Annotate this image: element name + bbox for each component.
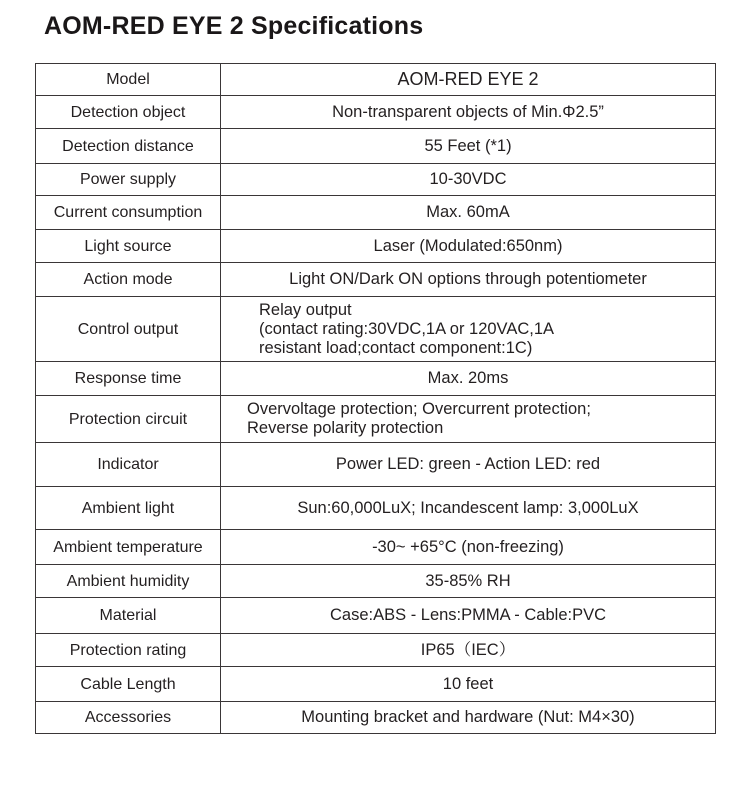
spec-label: Ambient temperature [36,530,221,565]
spec-label: Material [36,598,221,634]
spec-value: 10-30VDC [221,164,716,196]
spec-label: Ambient light [36,487,221,530]
spec-value-line: (contact rating:30VDC,1A or 120VAC,1A [259,319,555,338]
specifications-table [35,63,716,734]
spec-label: Model [36,64,221,96]
spec-value: 35-85% RH [221,565,716,598]
spec-label: Accessories [36,702,221,734]
spec-value: Max. 20ms [221,362,716,396]
protection-circuit-text [247,400,591,438]
spec-label: Protection rating [36,634,221,667]
spec-label: Control output [36,297,221,362]
spec-value: Max. 60mA [221,196,716,230]
spec-label: Current consumption [36,196,221,230]
spec-label: Detection distance [36,129,221,164]
table-row [36,96,716,129]
table-row [36,64,716,96]
page-title: AOM-RED EYE 2 Specifications [44,12,424,40]
spec-value: Power LED: green - Action LED: red [221,443,716,487]
spec-value [221,297,716,362]
spec-label: Indicator [36,443,221,487]
table-row [36,297,716,362]
spec-value-line: resistant load;contact component:1C) [259,338,533,357]
table-row [36,565,716,598]
table-row [36,263,716,297]
spec-value: Laser (Modulated:650nm) [221,230,716,263]
spec-label: Power supply [36,164,221,196]
spec-label: Response time [36,362,221,396]
table-row [36,129,716,164]
table-row [36,362,716,396]
table-row [36,164,716,196]
table-row [36,530,716,565]
spec-label: Protection circuit [36,396,221,443]
spec-value: 55 Feet (*1) [221,129,716,164]
spec-value-line: Relay output [259,300,352,319]
table-row [36,396,716,443]
spec-value: 10 feet [221,667,716,702]
spec-value: Case:ABS - Lens:PMMA - Cable:PVC [221,598,716,634]
table-row [36,487,716,530]
table-row [36,702,716,734]
spec-value-line: Reverse polarity protection [247,419,444,437]
spec-value: -30~ +65°C (non-freezing) [221,530,716,565]
table-row [36,598,716,634]
table-row [36,443,716,487]
spec-value: AOM-RED EYE 2 [221,64,716,96]
spec-label: Cable Length [36,667,221,702]
table-row [36,196,716,230]
spec-value: Sun:60,000LuX; Incandescent lamp: 3,000LuX [221,487,716,530]
spec-value: Mounting bracket and hardware (Nut: M4×30) [221,702,716,734]
spec-value-line: Overvoltage protection; Overcurrent protection; [247,400,591,418]
spec-label: Ambient humidity [36,565,221,598]
spec-label: Light source [36,230,221,263]
table-row [36,230,716,263]
spec-label: Action mode [36,263,221,297]
spec-value: IP65（IEC） [221,634,716,667]
spec-value: Light ON/Dark ON options through potentiometer [221,263,716,297]
control-output-text [245,301,554,358]
spec-value: Non-transparent objects of Min.Φ2.5” [221,96,716,129]
spec-value [221,396,716,443]
table-row [36,634,716,667]
spec-label: Detection object [36,96,221,129]
table-row [36,667,716,702]
